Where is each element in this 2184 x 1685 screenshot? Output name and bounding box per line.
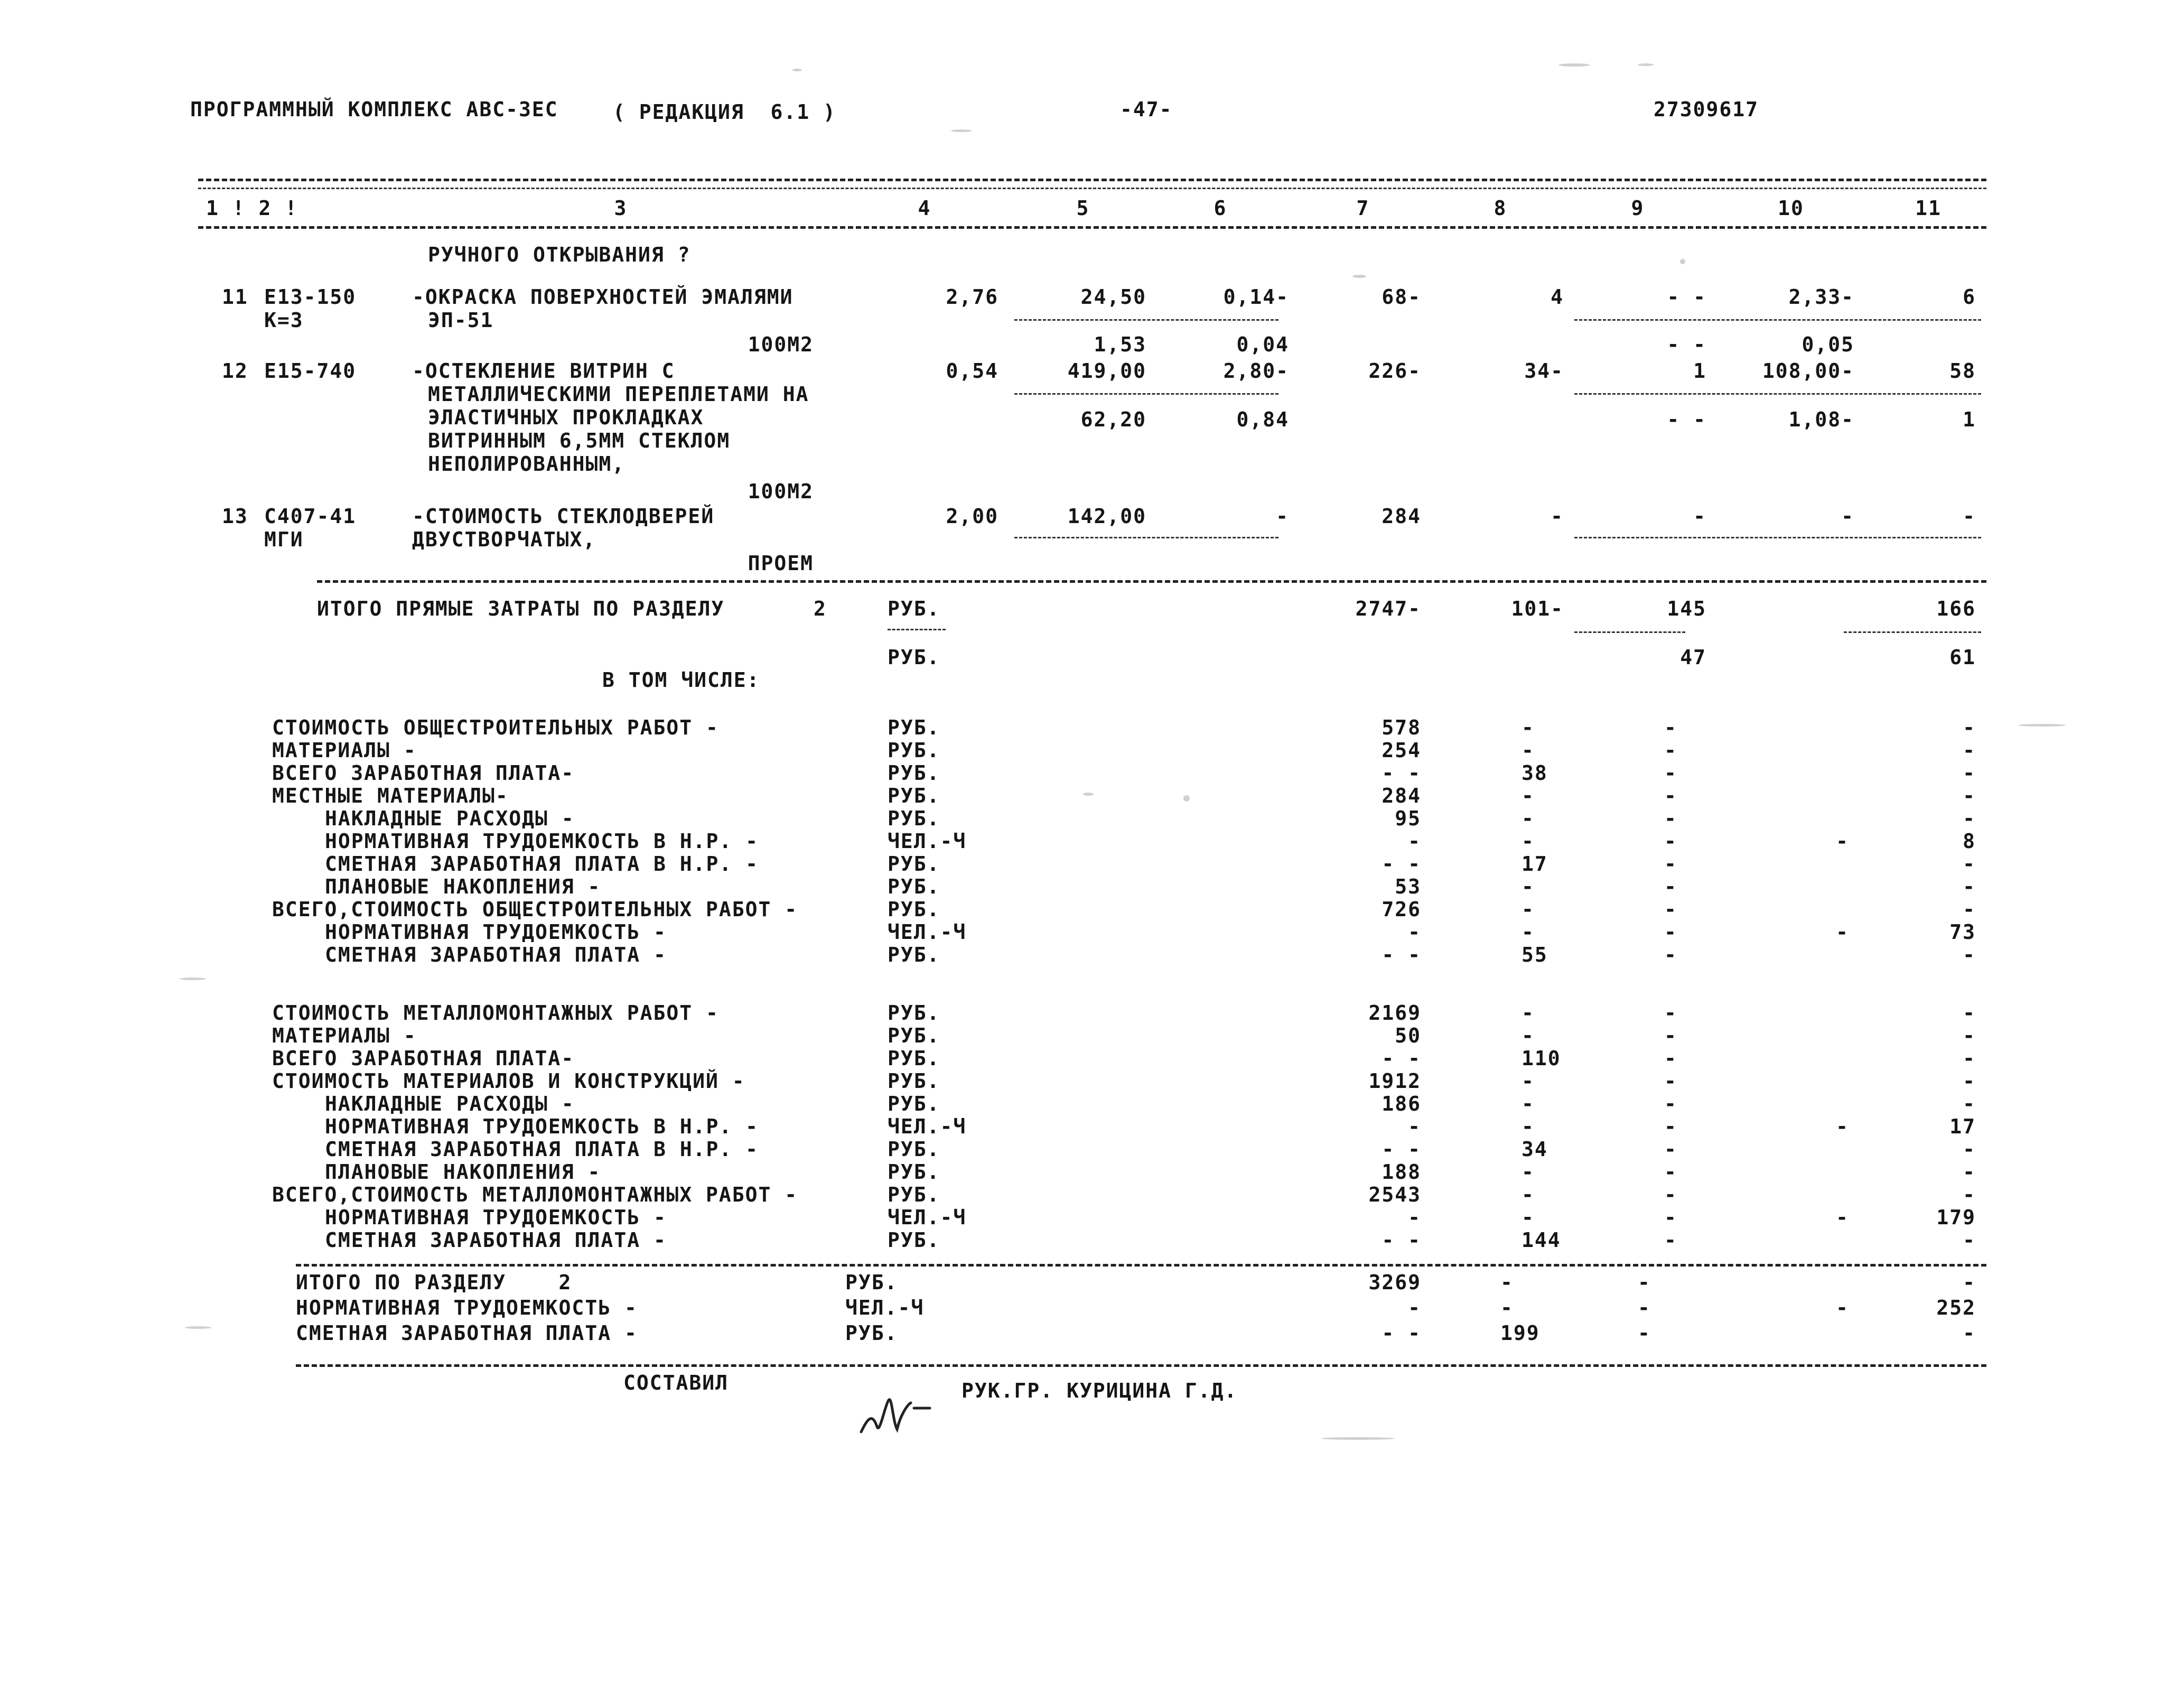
general-row-unit: РУБ.: [888, 852, 940, 876]
general-row-c9: -: [1664, 716, 1677, 739]
direct-total-c9b: 47: [1680, 646, 1706, 669]
general-row-c11: -: [1963, 943, 1976, 966]
general-row-c8: -: [1522, 739, 1535, 762]
general-row-c7: 726: [1382, 898, 1421, 921]
row-12-c9: 1: [1693, 359, 1706, 383]
general-row-label: НАКЛАДНЫЕ РАСХОДЫ -: [325, 807, 575, 830]
metal-row-label: СТОИМОСТЬ МЕТАЛЛОМОНТАЖНЫХ РАБОТ -: [272, 1001, 719, 1025]
section-total-top-rule: [296, 1264, 1986, 1267]
metal-row-c8: -: [1522, 1001, 1535, 1025]
scan-speck: [1638, 63, 1654, 66]
metal-row-c7: 1912: [1368, 1069, 1421, 1093]
general-row-label: ВСЕГО,СТОИМОСТЬ ОБЩЕСТРОИТЕЛЬНЫХ РАБОТ -: [272, 898, 798, 921]
metal-row-c9: -: [1664, 1115, 1677, 1138]
metal-row-unit: ЧЕЛ.-Ч: [888, 1206, 967, 1229]
row-11-sub-c5: 1,53: [1094, 333, 1146, 356]
general-row-c9: -: [1664, 875, 1677, 898]
general-row-c7: 284: [1382, 784, 1421, 807]
page-number: -47-: [1120, 98, 1173, 121]
metal-row-unit: РУБ.: [888, 1069, 940, 1093]
metal-row-c8: -: [1522, 1115, 1535, 1138]
program-title: ПРОГРАММНЫЙ КОМПЛЕКС АВС-3ЕС: [190, 98, 558, 121]
general-row-unit: РУБ.: [888, 898, 940, 921]
header-top-rule: [198, 179, 1986, 181]
general-row-unit: РУБ.: [888, 807, 940, 830]
row-13-c5: 142,00: [1067, 505, 1146, 528]
direct-total-c11-rule: [1844, 631, 1981, 633]
metal-row-c7: 188: [1382, 1160, 1421, 1184]
row-12-name-2: МЕТАЛЛИЧЕСКИМИ ПЕРЕПЛЕТАМИ НА: [428, 383, 809, 406]
general-row-c11: -: [1963, 784, 1976, 807]
row-12-c8: 34-: [1524, 359, 1564, 383]
metal-row-unit: РУБ.: [888, 1160, 940, 1184]
metal-row-unit: РУБ.: [888, 1001, 940, 1025]
section_total-row-c11: 252: [1936, 1296, 1976, 1319]
general-row-label: МЕСТНЫЕ МАТЕРИАЛЫ-: [272, 784, 509, 807]
row-13-c7: 284: [1382, 505, 1421, 528]
row-11-c9: - -: [1667, 285, 1706, 309]
row-11-code: E13-150: [264, 285, 357, 309]
col-header-4: 4: [918, 197, 931, 220]
row-13-name-2: ДВУСТВОРЧАТЫХ,: [412, 528, 596, 551]
metal-row-c8: -: [1522, 1206, 1535, 1229]
col-header-10: 10: [1778, 197, 1804, 220]
row-12-sub-c10: 1,08-: [1788, 408, 1854, 431]
section_total-row-c8: -: [1500, 1296, 1514, 1319]
general-row-c8: -: [1522, 807, 1535, 830]
general-row-unit: РУБ.: [888, 784, 940, 807]
section_total-row-label: СМЕТНАЯ ЗАРАБОТНАЯ ПЛАТА -: [296, 1321, 638, 1345]
row-11-sub-c9: - -: [1667, 333, 1706, 356]
row-12-sub-rule-a: [1014, 393, 1278, 395]
metal-row-c9: -: [1664, 1069, 1677, 1093]
metal-row-unit: ЧЕЛ.-Ч: [888, 1115, 967, 1138]
metal-row-label: НАКЛАДНЫЕ РАСХОДЫ -: [325, 1092, 575, 1115]
direct-total-unit-2: РУБ.: [888, 646, 940, 669]
metal-row-c7: - -: [1382, 1228, 1421, 1252]
general-row-unit: ЧЕЛ.-Ч: [888, 830, 967, 853]
metal-row-c8: 144: [1522, 1228, 1561, 1252]
col-header-8: 8: [1494, 197, 1507, 220]
metal-row-c11: -: [1963, 1092, 1976, 1115]
col-header-6: 6: [1214, 197, 1227, 220]
metal-row-unit: РУБ.: [888, 1228, 940, 1252]
scan-speck: [1321, 1437, 1395, 1440]
row-12-no: 12: [222, 359, 248, 383]
row-11-code2: K=3: [264, 309, 304, 332]
row-12-unit: 100М2: [748, 480, 814, 503]
metal-row-c7: - -: [1382, 1138, 1421, 1161]
row-11-c6: 0,14-: [1223, 285, 1289, 309]
general-row-label: СМЕТНАЯ ЗАРАБОТНАЯ ПЛАТА В Н.Р. -: [325, 852, 759, 876]
general-row-c9: -: [1664, 739, 1677, 762]
general-row-c8: -: [1522, 716, 1535, 739]
direct-total-c7: 2747-: [1355, 597, 1421, 620]
metal-row-c8: -: [1522, 1092, 1535, 1115]
row-13-c10: -: [1841, 505, 1854, 528]
metal-row-c7: 2169: [1368, 1001, 1421, 1025]
section_total-row-label: НОРМАТИВНАЯ ТРУДОЕМКОСТЬ -: [296, 1296, 638, 1319]
row-11-sub-rule-a: [1014, 319, 1278, 321]
row-12-name-4: ВИТРИННЫМ 6,5ММ СТЕКЛОМ: [428, 429, 731, 452]
general-row-c7: - -: [1382, 852, 1421, 876]
row-11-c4: 2,76: [946, 285, 998, 309]
row-11-name-1: -ОКРАСКА ПОВЕРХНОСТЕЙ ЭМАЛЯМИ: [412, 285, 794, 309]
scan-speck: [2018, 724, 2066, 727]
general-row-c11: -: [1963, 875, 1976, 898]
general-row-unit: РУБ.: [888, 875, 940, 898]
general-row-c8: -: [1522, 830, 1535, 853]
general-row-c11: -: [1963, 716, 1976, 739]
metal-row-c11: -: [1963, 1138, 1976, 1161]
row-13-sub-rule-a: [1014, 537, 1278, 538]
section_total-row-unit: РУБ.: [845, 1321, 898, 1345]
metal-row-label: СТОИМОСТЬ МАТЕРИАЛОВ И КОНСТРУКЦИЙ -: [272, 1069, 745, 1093]
general-row-label: НОРМАТИВНАЯ ТРУДОЕМКОСТЬ В Н.Р. -: [325, 830, 759, 853]
row-13-c9: -: [1693, 505, 1706, 528]
row-11-sub-rule-b: [1574, 319, 1981, 321]
scan-speck: [185, 1326, 211, 1329]
metal-row-c9: -: [1664, 1138, 1677, 1161]
col-header-3: 3: [614, 197, 628, 220]
row-11-c11: 6: [1963, 285, 1976, 309]
general-row-c11: 73: [1949, 920, 1976, 944]
general-row-c10: -: [1836, 830, 1849, 853]
row-12-c7: 226-: [1368, 359, 1421, 383]
row-13-no: 13: [222, 505, 248, 528]
scan-speck: [1680, 259, 1685, 264]
metal-row-c10: -: [1836, 1206, 1849, 1229]
general-row-c9: -: [1664, 920, 1677, 944]
general-row-c8: -: [1522, 920, 1535, 944]
metal-row-label: НОРМАТИВНАЯ ТРУДОЕМКОСТЬ В Н.Р. -: [325, 1115, 759, 1138]
row-13-c6: -: [1276, 505, 1289, 528]
col-header-9: 9: [1631, 197, 1645, 220]
direct-total-top-rule: [317, 580, 1986, 583]
general-row-label: СМЕТНАЯ ЗАРАБОТНАЯ ПЛАТА -: [325, 943, 667, 966]
section_total-row-c9: -: [1638, 1321, 1651, 1345]
row-12-c6: 2,80-: [1223, 359, 1289, 383]
general-row-c9: -: [1664, 852, 1677, 876]
metal-row-c7: -: [1408, 1206, 1421, 1229]
metal-row-c9: -: [1664, 1047, 1677, 1070]
general-row-c7: 578: [1382, 716, 1421, 739]
signer-name: РУК.ГР. КУРИЦИНА Г.Д.: [962, 1379, 1238, 1402]
row-11-sub-c10: 0,05: [1802, 333, 1854, 356]
section_total-row-c11: -: [1963, 1321, 1976, 1345]
metal-row-c8: 110: [1522, 1047, 1561, 1070]
col-header-11: 11: [1915, 197, 1942, 220]
metal-row-c7: 186: [1382, 1092, 1421, 1115]
metal-row-c11: -: [1963, 1183, 1976, 1206]
col-header-7: 7: [1356, 197, 1370, 220]
metal-row-c9: -: [1664, 1228, 1677, 1252]
general-row-label: ВСЕГО ЗАРАБОТНАЯ ПЛАТА-: [272, 761, 575, 785]
metal-row-unit: РУБ.: [888, 1183, 940, 1206]
metal-row-c11: -: [1963, 1160, 1976, 1184]
row-12-sub-c11: 1: [1963, 408, 1976, 431]
row-12-code: E15-740: [264, 359, 357, 383]
general-row-c9: -: [1664, 761, 1677, 785]
row-13-code: C407-41: [264, 505, 357, 528]
general-row-c9: -: [1664, 830, 1677, 853]
header-top-rule-2: [198, 188, 1986, 189]
metal-row-c7: -: [1408, 1115, 1421, 1138]
metal-row-c11: 17: [1949, 1115, 1976, 1138]
metal-row-c11: -: [1963, 1024, 1976, 1047]
general-row-c7: 254: [1382, 739, 1421, 762]
row-12-sub-c5: 62,20: [1080, 408, 1146, 431]
signature: [856, 1384, 940, 1442]
section_total-row-unit: ЧЕЛ.-Ч: [845, 1296, 925, 1319]
general-row-unit: РУБ.: [888, 716, 940, 739]
section_total-row-c8: -: [1500, 1271, 1514, 1294]
section_total-row-c7: - -: [1382, 1321, 1421, 1345]
general-row-c8: -: [1522, 875, 1535, 898]
general-row-c11: -: [1963, 898, 1976, 921]
section_total-row-c7: 3269: [1368, 1271, 1421, 1294]
general-row-c9: -: [1664, 784, 1677, 807]
metal-row-c9: -: [1664, 1092, 1677, 1115]
metal-row-c8: -: [1522, 1069, 1535, 1093]
metal-row-c8: -: [1522, 1183, 1535, 1206]
direct-total-unit-rule: [888, 629, 946, 630]
section_total-row-c8: 199: [1500, 1321, 1540, 1345]
row-continuation-name: РУЧНОГО ОТКРЫВАНИЯ ?: [428, 243, 691, 266]
metal-row-c9: -: [1664, 1183, 1677, 1206]
section_total-row-c11: -: [1963, 1271, 1976, 1294]
general-row-c8: -: [1522, 784, 1535, 807]
general-row-unit: РУБ.: [888, 739, 940, 762]
metal-row-unit: РУБ.: [888, 1047, 940, 1070]
row-12-name-3: ЭЛАСТИЧНЫХ ПРОКЛАДКАХ: [428, 406, 704, 429]
direct-total-c11b: 61: [1949, 646, 1976, 669]
general-row-c11: 8: [1963, 830, 1976, 853]
col-header-5: 5: [1076, 197, 1090, 220]
metal-row-c7: 50: [1395, 1024, 1421, 1047]
general-row-c7: -: [1408, 830, 1421, 853]
metal-row-c9: -: [1664, 1160, 1677, 1184]
metal-row-label: СМЕТНАЯ ЗАРАБОТНАЯ ПЛАТА -: [325, 1228, 667, 1252]
metal-row-c11: -: [1963, 1069, 1976, 1093]
section_total-row-label: ИТОГО ПО РАЗДЕЛУ 2: [296, 1271, 572, 1294]
metal-row-label: ПЛАНОВЫЕ НАКОПЛЕНИЯ -: [325, 1160, 601, 1184]
general-row-c7: 95: [1395, 807, 1421, 830]
general-row-label: СТОИМОСТЬ ОБЩЕСТРОИТЕЛЬНЫХ РАБОТ -: [272, 716, 719, 739]
row-11-c10: 2,33-: [1788, 285, 1854, 309]
general-row-unit: РУБ.: [888, 943, 940, 966]
direct-total-label: ИТОГО ПРЯМЫЕ ЗАТРАТЫ ПО РАЗДЕЛУ: [317, 597, 725, 620]
row-12-name-5: НЕПОЛИРОВАННЫМ,: [428, 452, 626, 476]
metal-row-c11: -: [1963, 1047, 1976, 1070]
general-row-label: ПЛАНОВЫЕ НАКОПЛЕНИЯ -: [325, 875, 601, 898]
metal-row-label: МАТЕРИАЛЫ -: [272, 1024, 417, 1047]
direct-total-c9: 145: [1667, 597, 1706, 620]
metal-row-c7: 2543: [1368, 1183, 1421, 1206]
row-13-unit: ПРОЕМ: [748, 552, 814, 575]
section_total-row-c9: -: [1638, 1271, 1651, 1294]
general-row-c7: -: [1408, 920, 1421, 944]
row-12-c11: 58: [1949, 359, 1976, 383]
metal-row-c9: -: [1664, 1206, 1677, 1229]
metal-row-c8: -: [1522, 1160, 1535, 1184]
general-row-unit: РУБ.: [888, 761, 940, 785]
scan-speck: [1083, 793, 1094, 796]
col-header-1-2: 1 ! 2 !: [206, 197, 298, 220]
general-row-c7: - -: [1382, 943, 1421, 966]
row-13-c4: 2,00: [946, 505, 998, 528]
general-row-c11: -: [1963, 761, 1976, 785]
row-13-c8: -: [1551, 505, 1564, 528]
row-11-name-2: ЭП-51: [428, 309, 494, 332]
scan-speck: [951, 129, 972, 132]
general-row-label: МАТЕРИАЛЫ -: [272, 739, 417, 762]
edition-label: ( РЕДАКЦИЯ 6.1 ): [613, 100, 836, 124]
row-12-c5: 419,00: [1067, 359, 1146, 383]
metal-row-unit: РУБ.: [888, 1092, 940, 1115]
row-11-c8: 4: [1551, 285, 1564, 309]
row-13-name-1: -СТОИМОСТЬ СТЕКЛОДВЕРЕЙ: [412, 505, 715, 528]
general-row-c11: -: [1963, 739, 1976, 762]
metal-row-unit: РУБ.: [888, 1024, 940, 1047]
general-row-c10: -: [1836, 920, 1849, 944]
row-11-unit: 100М2: [748, 333, 814, 356]
scan-speck: [1558, 63, 1590, 67]
section_total-row-unit: РУБ.: [845, 1271, 898, 1294]
scan-speck: [792, 69, 802, 71]
section_total-row-c9: -: [1638, 1296, 1651, 1319]
compiled-by-label: СОСТАВИЛ: [623, 1371, 729, 1394]
row-11-c7: 68-: [1382, 285, 1421, 309]
general-row-c8: 55: [1522, 943, 1548, 966]
metal-row-c11: -: [1963, 1001, 1976, 1025]
general-row-unit: ЧЕЛ.-Ч: [888, 920, 967, 944]
row-12-sub-c9: - -: [1667, 408, 1706, 431]
direct-total-unit: РУБ.: [888, 597, 940, 620]
metal-row-label: НОРМАТИВНАЯ ТРУДОЕМКОСТЬ -: [325, 1206, 667, 1229]
document-id: 27309617: [1654, 98, 1759, 121]
metal-row-label: ВСЕГО,СТОИМОСТЬ МЕТАЛЛОМОНТАЖНЫХ РАБОТ -: [272, 1183, 798, 1206]
metal-row-c9: -: [1664, 1024, 1677, 1047]
section_total-row-c7: -: [1408, 1296, 1421, 1319]
scan-speck: [1183, 795, 1190, 802]
metal-row-c8: 34: [1522, 1138, 1548, 1161]
row-13-sub-rule-b: [1574, 537, 1981, 538]
general-row-c9: -: [1664, 943, 1677, 966]
direct-total-section: 2: [814, 597, 827, 620]
general-row-c8: 38: [1522, 761, 1548, 785]
metal-row-label: ВСЕГО ЗАРАБОТНАЯ ПЛАТА-: [272, 1047, 575, 1070]
row-13-code2: МГИ: [264, 528, 304, 551]
header-bottom-rule: [198, 226, 1986, 229]
general-row-c8: 17: [1522, 852, 1548, 876]
general-row-c7: 53: [1395, 875, 1421, 898]
section-total-bottom-rule: [296, 1364, 1986, 1367]
direct-total-c9-rule: [1574, 631, 1685, 633]
metal-row-c11: 179: [1936, 1206, 1976, 1229]
general-row-c9: -: [1664, 898, 1677, 921]
metal-row-c8: -: [1522, 1024, 1535, 1047]
row-11-sub-c6: 0,04: [1236, 333, 1289, 356]
metal-row-c10: -: [1836, 1115, 1849, 1138]
row-12-sub-rule-b: [1574, 393, 1981, 395]
direct-total-c11: 166: [1936, 597, 1976, 620]
general-row-c7: - -: [1382, 761, 1421, 785]
metal-row-unit: РУБ.: [888, 1138, 940, 1161]
row-12-name-1: -ОСТЕКЛЕНИЕ ВИТРИН С: [412, 359, 675, 383]
metal-row-c9: -: [1664, 1001, 1677, 1025]
metal-row-label: СМЕТНАЯ ЗАРАБОТНАЯ ПЛАТА В Н.Р. -: [325, 1138, 759, 1161]
section_total-row-c10: -: [1836, 1296, 1849, 1319]
row-12-sub-c6: 0,84: [1236, 408, 1289, 431]
row-12-c10: 108,00-: [1762, 359, 1854, 383]
row-11-c5: 24,50: [1080, 285, 1146, 309]
row-11-no: 11: [222, 285, 248, 309]
direct-total-c8: 101-: [1511, 597, 1564, 620]
general-row-c11: -: [1963, 852, 1976, 876]
metal-row-c11: -: [1963, 1228, 1976, 1252]
scan-speck: [1352, 275, 1366, 278]
general-row-c8: -: [1522, 898, 1535, 921]
including-label: В ТОМ ЧИСЛЕ:: [602, 668, 760, 692]
general-row-label: НОРМАТИВНАЯ ТРУДОЕМКОСТЬ -: [325, 920, 667, 944]
metal-row-c7: - -: [1382, 1047, 1421, 1070]
general-row-c9: -: [1664, 807, 1677, 830]
row-12-c4: 0,54: [946, 359, 998, 383]
scan-speck: [180, 978, 206, 980]
row-13-c11: -: [1963, 505, 1976, 528]
general-row-c11: -: [1963, 807, 1976, 830]
